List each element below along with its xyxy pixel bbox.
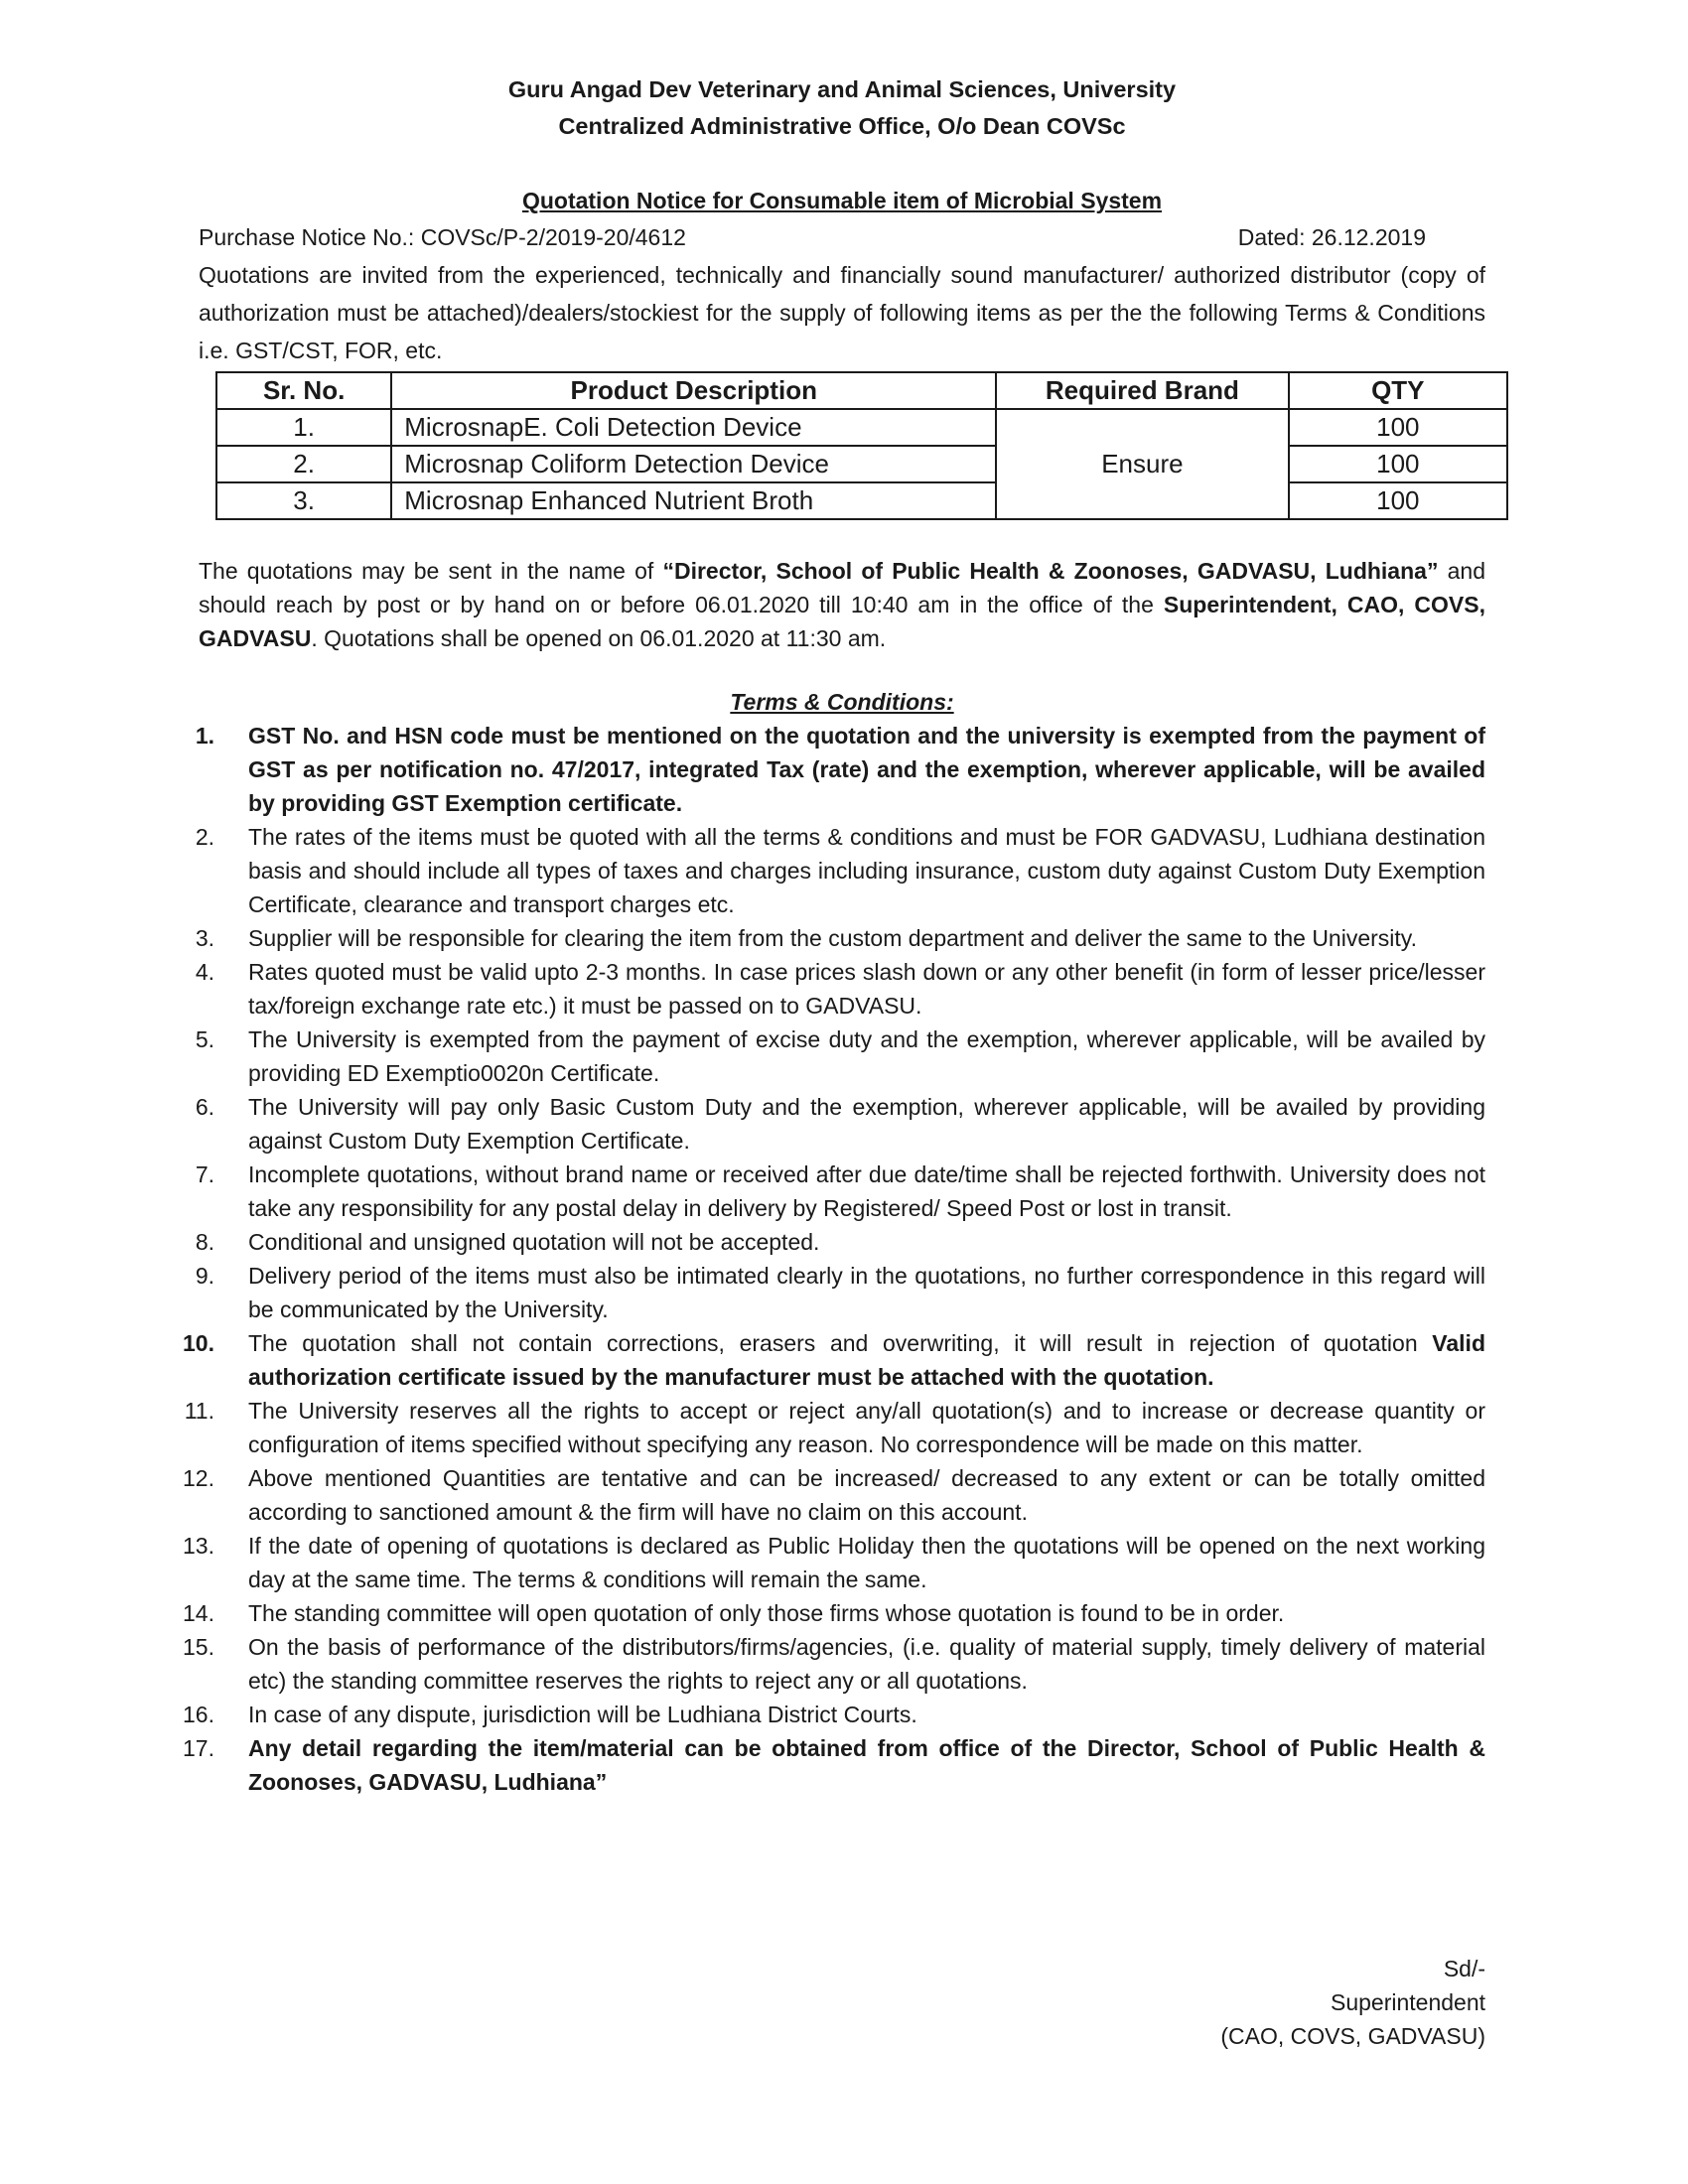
term-item xyxy=(183,1529,1485,1596)
term-text: If the date of opening of quotations is declared as Public Holiday then the quotations will be opened on the next working day at the same time. The terms & conditions will remain the same. xyxy=(248,1533,1485,1592)
table-row xyxy=(216,409,1507,446)
term-text: Any detail regarding the item/material can be obtained from office of the Director, School of Public Health & Zoonoses, GADVASU, Ludhiana” xyxy=(248,1735,1485,1795)
term-item xyxy=(184,1394,1485,1461)
term-item xyxy=(195,921,1485,955)
term-item xyxy=(183,1326,1485,1394)
col-header-sr: Sr. No. xyxy=(216,372,391,409)
term-number: 4. xyxy=(195,959,214,985)
document-page xyxy=(183,71,1486,1799)
term-number: 2. xyxy=(195,824,214,850)
signature-sd: Sd/- xyxy=(1443,1956,1485,1981)
term-item xyxy=(195,1023,1485,1090)
signature-block xyxy=(1220,1952,1485,2053)
term-item xyxy=(195,719,1485,820)
term-text: The rates of the items must be quoted with all the terms & conditions and must be FOR GADVASU, Ludhiana destination basis and should include all types of taxes and charges including insurance, custom duty against Custom Duty Exemption Certificate, clearance and transport charges etc. xyxy=(248,824,1485,917)
row-description: Microsnap Coliform Detection Device xyxy=(391,446,996,482)
row-description: MicrosnapE. Coli Detection Device xyxy=(391,409,996,446)
term-number: 3. xyxy=(195,925,214,951)
term-text: The University is exempted from the payment of excise duty and the exemption, wherever applicable, will be availed by providing ED Exemptio0020n Certificate. xyxy=(248,1026,1485,1086)
term-number: 5. xyxy=(195,1026,214,1052)
office-name: Centralized Administrative Office, O/o Dean COVSc xyxy=(558,113,1126,139)
table-row xyxy=(216,482,1507,519)
col-header-description: Product Description xyxy=(391,372,996,409)
term-text: Delivery period of the items must also be intimated clearly in the quotations, no further correspondence in this regard will be communicated by the University. xyxy=(248,1263,1485,1322)
term-item xyxy=(183,1461,1485,1529)
term-text: Incomplete quotations, without brand name or received after due date/time shall be rejected forthwith. University does not take any responsibility for any postal delay in delivery by Registered/ Speed Post or lost in transit. xyxy=(248,1161,1485,1221)
row-description: Microsnap Enhanced Nutrient Broth xyxy=(391,482,996,519)
signature-office: (CAO, COVS, GADVASU) xyxy=(1220,2023,1485,2049)
term-number: 8. xyxy=(195,1229,214,1255)
table-row xyxy=(216,446,1507,482)
row-qty: 100 xyxy=(1289,409,1507,446)
term-text: The University will pay only Basic Custom Duty and the exemption, wherever applicable, will be availed by providing against Custom Duty Exemption Certificate. xyxy=(248,1094,1485,1154)
submission-office: Superintendent, CAO, COVS, GADVASU xyxy=(199,592,1485,651)
term-item xyxy=(183,1630,1485,1698)
term-number: 9. xyxy=(195,1263,214,1289)
submission-text: The quotations may be sent in the name of xyxy=(199,558,663,584)
term-number: 15. xyxy=(183,1634,214,1660)
term-number: 17. xyxy=(183,1735,214,1761)
submission-text: . Quotations shall be opened on 06.01.2020 at 11:30 am. xyxy=(311,625,887,651)
term-text: In case of any dispute, jurisdiction will be Ludhiana District Courts. xyxy=(248,1702,917,1727)
notice-intro: Quotations are invited from the experienced, technically and financially sound manufacturer/ authorized distributor (copy of authorization must be attached)/dealers/stockiest for the supply of following items as per the the following Terms & Conditions i.e. GST/CST, FOR, etc. xyxy=(199,262,1485,363)
purchase-notice-number: Purchase Notice No.: COVSc/P-2/2019-20/4612 xyxy=(199,224,686,250)
term-item xyxy=(183,1731,1485,1799)
term-text: Above mentioned Quantities are tentative and can be increased/ decreased to any extent or can be totally omitted according to sanctioned amount & the firm will have no claim on this account. xyxy=(248,1465,1485,1525)
university-name: Guru Angad Dev Veterinary and Animal Sciences, University xyxy=(507,76,1177,102)
term-text: The quotation shall not contain corrections, erasers and overwriting, it will result in rejection of quotation xyxy=(248,1330,1418,1356)
term-text-block xyxy=(248,1326,1485,1394)
term-item xyxy=(195,820,1485,921)
notice-ref-row xyxy=(199,218,1485,256)
term-text: The University reserves all the rights to accept or reject any/all quotation(s) and to increase or decrease quantity or configuration of items specified without specifying any reason. No correspondence will be made on this matter. xyxy=(248,1398,1485,1457)
row-qty: 100 xyxy=(1289,482,1507,519)
term-text: Conditional and unsigned quotation will not be accepted. xyxy=(248,1229,820,1255)
col-header-qty: QTY xyxy=(1289,372,1507,409)
term-item xyxy=(183,1698,1485,1731)
submission-paragraph xyxy=(199,554,1485,655)
notice-date: Dated: 26.12.2019 xyxy=(1237,224,1426,250)
term-number: 12. xyxy=(183,1465,214,1491)
table-header-row xyxy=(216,372,1507,409)
term-number: 6. xyxy=(195,1094,214,1120)
items-table xyxy=(215,371,1508,520)
term-number: 14. xyxy=(183,1600,214,1626)
term-number: 10. xyxy=(183,1330,214,1356)
term-number: 13. xyxy=(183,1533,214,1559)
term-item xyxy=(183,1596,1485,1630)
submission-text: and should reach by post or by hand on or before 06.01.2020 till 10:40 am in the office of the xyxy=(199,558,1486,617)
term-text: Supplier will be responsible for clearing the item from the custom department and deliver the same to the University. xyxy=(248,925,1417,951)
row-sr: 2. xyxy=(216,446,391,482)
term-text-bold: Valid authorization certificate issued by the manufacturer must be attached with the quotation. xyxy=(248,1330,1485,1390)
term-item xyxy=(195,1090,1485,1158)
term-text: The standing committee will open quotation of only those firms whose quotation is found to be in order. xyxy=(248,1600,1285,1626)
notice-title: Quotation Notice for Consumable item of Microbial System xyxy=(521,188,1163,213)
term-item xyxy=(195,955,1485,1023)
term-number: 11. xyxy=(184,1398,214,1424)
term-text: GST No. and HSN code must be mentioned on the quotation and the university is exempted from the payment of GST as per notification no. 47/2017, integrated Tax (rate) and the exemption, wherever applicable, will be availed by providing GST Exemption certificate. xyxy=(248,723,1485,816)
submission-addressee: “Director, School of Public Health & Zoonoses, GADVASU, Ludhiana” xyxy=(662,558,1439,584)
row-sr: 3. xyxy=(216,482,391,519)
term-number: 16. xyxy=(183,1702,214,1727)
term-number: 1. xyxy=(195,723,214,749)
row-sr: 1. xyxy=(216,409,391,446)
term-item xyxy=(195,1259,1485,1326)
term-text: On the basis of performance of the distributors/firms/agencies, (i.e. quality of material supply, timely delivery of material etc) the standing committee reserves the rights to reject any or all quotations. xyxy=(248,1634,1485,1694)
required-brand: Ensure xyxy=(996,409,1288,519)
term-text: Rates quoted must be valid upto 2-3 months. In case prices slash down or any other benefit (in form of lesser price/lesser tax/foreign exchange rate etc.) it must be passed on to GADVASU. xyxy=(248,959,1485,1019)
term-number: 7. xyxy=(195,1161,214,1187)
terms-title: Terms & Conditions: xyxy=(730,689,954,715)
terms-list xyxy=(183,719,1485,1799)
signature-title: Superintendent xyxy=(1330,1989,1485,2015)
row-qty: 100 xyxy=(1289,446,1507,482)
col-header-brand: Required Brand xyxy=(996,372,1288,409)
term-item xyxy=(195,1158,1485,1225)
term-item xyxy=(195,1225,1485,1259)
